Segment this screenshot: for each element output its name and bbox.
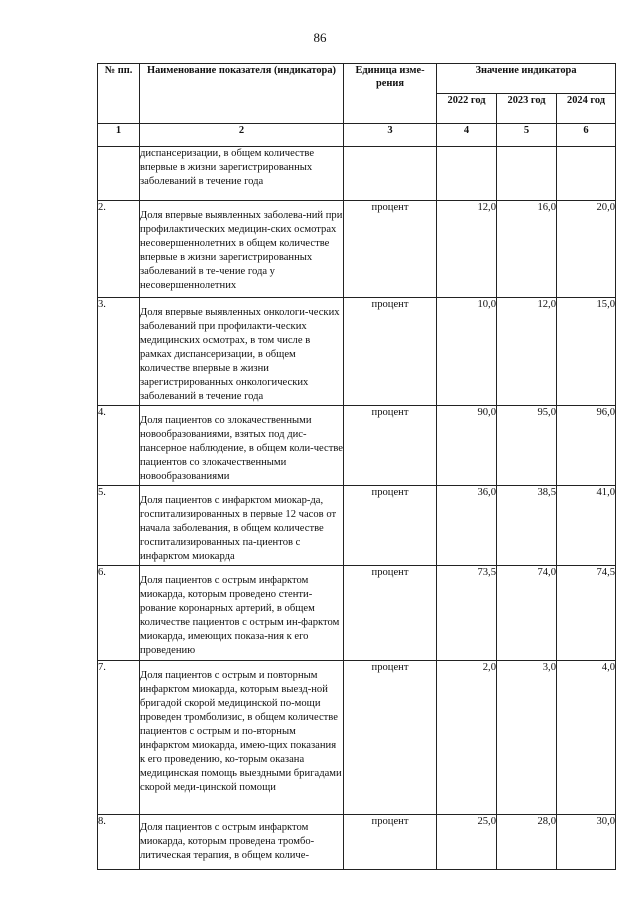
- indicator-unit: процент: [344, 298, 437, 406]
- indicator-unit: процент: [344, 661, 437, 815]
- value-2023: [497, 147, 557, 201]
- header-year-2022: 2022 год: [437, 94, 497, 124]
- value-2024: 74,5: [557, 566, 616, 661]
- indicator-unit: [344, 147, 437, 201]
- row-number: 6.: [98, 566, 140, 661]
- table-row: [98, 486, 616, 566]
- value-2022: 90,0: [437, 406, 497, 486]
- row-number: 4.: [98, 406, 140, 486]
- column-number: 2: [140, 124, 344, 147]
- indicator-name: Доля пациентов со злокачественными новообразованиями, взятых под дис-пансерное наблюдение, в общем коли-честве пациентов со злокачественными новообразованиями: [140, 406, 344, 486]
- table-row: [98, 298, 616, 406]
- value-2023: 12,0: [497, 298, 557, 406]
- value-2022: 2,0: [437, 661, 497, 815]
- row-number: 3.: [98, 298, 140, 406]
- value-2022: 25,0: [437, 815, 497, 870]
- row-number: 7.: [98, 661, 140, 815]
- value-2024: [557, 147, 616, 201]
- table-row: [98, 661, 616, 815]
- column-number: 4: [437, 124, 497, 147]
- value-2023: 28,0: [497, 815, 557, 870]
- value-2022: 73,5: [437, 566, 497, 661]
- indicator-unit: процент: [344, 566, 437, 661]
- value-2022: 10,0: [437, 298, 497, 406]
- table-row: [98, 147, 616, 201]
- table-row: [98, 201, 616, 298]
- header-num: № пп.: [98, 64, 140, 124]
- header-year-2024: 2024 год: [557, 94, 616, 124]
- value-2022: [437, 147, 497, 201]
- indicator-name: Доля пациентов с инфарктом миокар-да, госпитализированных в первые 12 часов от начала заболевания, в общем количестве госпитализированных па-циентов с инфарктом миокарда: [140, 486, 344, 566]
- value-2023: 74,0: [497, 566, 557, 661]
- column-number: 5: [497, 124, 557, 147]
- row-number: 5.: [98, 486, 140, 566]
- indicator-name: Доля пациентов с острым и повторным инфарктом миокарда, которым выезд-ной бригадой скорой медицинской по-мощи проведен тромболизис, в общем количестве пациентов с острым и по-вторным инфарктом миокарда, имею-щих показания к его проведению, ко-торым оказана медицинская помощь выездными бригадами скорой меди-цинской помощи: [140, 661, 344, 815]
- value-2024: 30,0: [557, 815, 616, 870]
- value-2023: 38,5: [497, 486, 557, 566]
- value-2022: 12,0: [437, 201, 497, 298]
- indicator-unit: процент: [344, 201, 437, 298]
- indicator-unit: процент: [344, 406, 437, 486]
- row-number: 8.: [98, 815, 140, 870]
- row-number: 2.: [98, 201, 140, 298]
- indicator-table: [97, 63, 616, 870]
- value-2024: 20,0: [557, 201, 616, 298]
- indicator-name: Доля пациентов с острым инфарктом миокарда, которым проведено стенти-рование коронарных артерий, в общем количестве пациентов с острым ин-фарктом миокарда, имеющих показа-ния к его проведению: [140, 566, 344, 661]
- indicator-unit: процент: [344, 815, 437, 870]
- value-2023: 3,0: [497, 661, 557, 815]
- value-2024: 15,0: [557, 298, 616, 406]
- page-number: 86: [313, 30, 327, 45]
- value-2024: 96,0: [557, 406, 616, 486]
- column-number: 3: [344, 124, 437, 147]
- value-2024: 4,0: [557, 661, 616, 815]
- value-2023: 95,0: [497, 406, 557, 486]
- value-2022: 36,0: [437, 486, 497, 566]
- value-2023: 16,0: [497, 201, 557, 298]
- row-number: [98, 147, 140, 201]
- table-row: [98, 406, 616, 486]
- value-2024: 41,0: [557, 486, 616, 566]
- header-year-2023: 2023 год: [497, 94, 557, 124]
- indicator-name: Доля пациентов с острым инфарктом миокарда, которым проведена тромбо-литическая терапия, в общем количе-: [140, 815, 344, 870]
- header-name: Наименование показателя (индикатора): [140, 64, 344, 124]
- indicator-unit: процент: [344, 486, 437, 566]
- header-unit: Единица изме-рения: [344, 64, 437, 124]
- table-row: [98, 566, 616, 661]
- header-value-group: Значение индикатора: [437, 64, 616, 94]
- indicator-name: диспансеризации, в общем количестве впервые в жизни зарегистрированных заболеваний в течение года: [140, 147, 344, 201]
- indicator-name: Доля впервые выявленных заболева-ний при профилактических медицин-ских осмотрах несовершеннолетних в общем количестве впервые в жизни зарегистрированных заболеваний в те-чение года у несовершеннолетних: [140, 201, 344, 298]
- table-row: [98, 815, 616, 870]
- column-number: 1: [98, 124, 140, 147]
- indicator-name: Доля впервые выявленных онкологи-ческих заболеваний при профилакти-ческих медицинских осмотрах, в том числе в рамках диспансеризации, в общем количестве впервые в жизни зарегистрированных онкологических заболеваний в течение года: [140, 298, 344, 406]
- column-number: 6: [557, 124, 616, 147]
